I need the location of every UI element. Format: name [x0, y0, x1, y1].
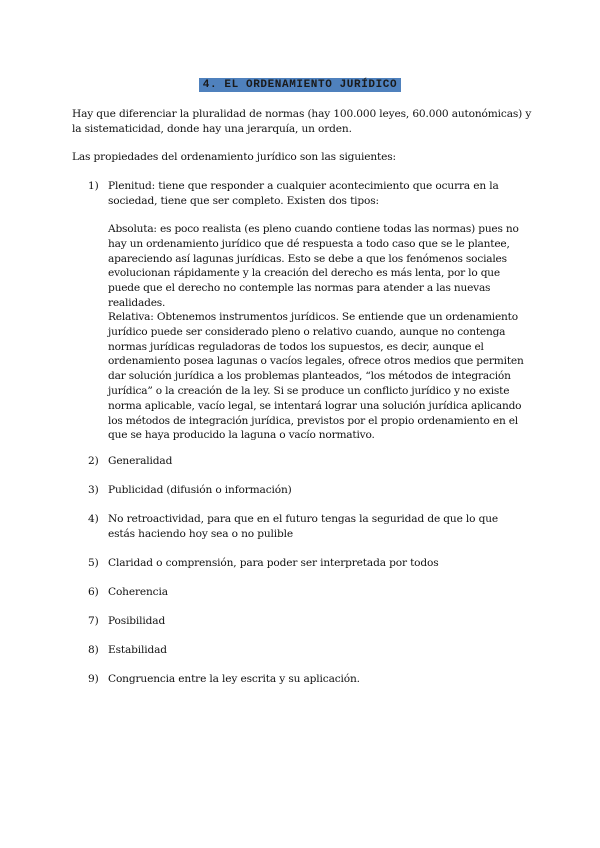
list-item-text: Publicidad (difusión o información) [108, 484, 292, 496]
list-item-text: Generalidad [108, 455, 173, 467]
list-item-number: 7) [88, 615, 99, 627]
list-item-text: Coherencia [108, 586, 168, 598]
list-item-text: No retroactividad, para que en el futuro tengas la seguridad de que lo que estás haciendo hoy sea o no pulible [108, 513, 499, 540]
list-item-number: 3) [88, 484, 99, 496]
list-item-text: Claridad o comprensión, para poder ser interpretada por todos [108, 557, 439, 569]
list-item-text: Posibilidad [108, 615, 166, 627]
title-container [0, 72, 600, 92]
section-title: 4. EL ORDENAMIENTO JURÍDICO [199, 78, 401, 92]
list-item-text: Congruencia entre la ley escrita y su aplicación. [108, 673, 360, 685]
list-item-number: 1) [88, 180, 99, 192]
list-item-number: 5) [88, 557, 99, 569]
properties-intro-paragraph: Las propiedades del ordenamiento jurídico son las siguientes: [72, 151, 396, 163]
list-item-text: Plenitud: tiene que responder a cualquier acontecimiento que ocurra en la sociedad, tiene que ser completo. Existen dos tipos: [108, 180, 499, 207]
list-item-number: 8) [88, 644, 99, 656]
intro-paragraph: Hay que diferenciar la pluralidad de normas (hay 100.000 leyes, 60.000 autonómicas) y la sistematicidad, donde hay una jerarquía, un orden. [72, 108, 532, 135]
relativa-paragraph: Relativa: Obtenemos instrumentos jurídicos. Se entiende que un ordenamiento jurídico puede ser considerado pleno o relativo cuando, aunque no contenga normas jurídicas reguladoras de todos los supuestos, es decir, aunque el ordenamiento posea lagunas o vacíos legales, ofrece otros medios que permiten dar solución jurídica a los problemas planteados, “los métodos de integración jurídica” o la creación de la ley. Si se produce un conflicto jurídico y no existe norma aplicable, vacío legal, se intentará lograr una solución jurídica aplicando los métodos de integración jurídica, previstos por el propio ordenamiento en el que se haya producido la laguna o vacío normativo. [108, 311, 524, 442]
list-item-number: 6) [88, 586, 99, 598]
list-item-number: 2) [88, 455, 99, 467]
list-item-text: Estabilidad [108, 644, 167, 656]
list-item-number: 9) [88, 673, 99, 685]
list-item-number: 4) [88, 513, 99, 525]
absoluta-paragraph: Absoluta: es poco realista (es pleno cuando contiene todas las normas) pues no hay un ordenamiento jurídico que dé respuesta a todo caso que se le plantee, apareciendo así lagunas jurídicas. Esto se debe a que los fenómenos sociales evolucionan rápidamente y la creación del derecho es más lenta, por lo que puede que el derecho no contemple las normas para atender a las nuevas realidades. [108, 223, 519, 309]
